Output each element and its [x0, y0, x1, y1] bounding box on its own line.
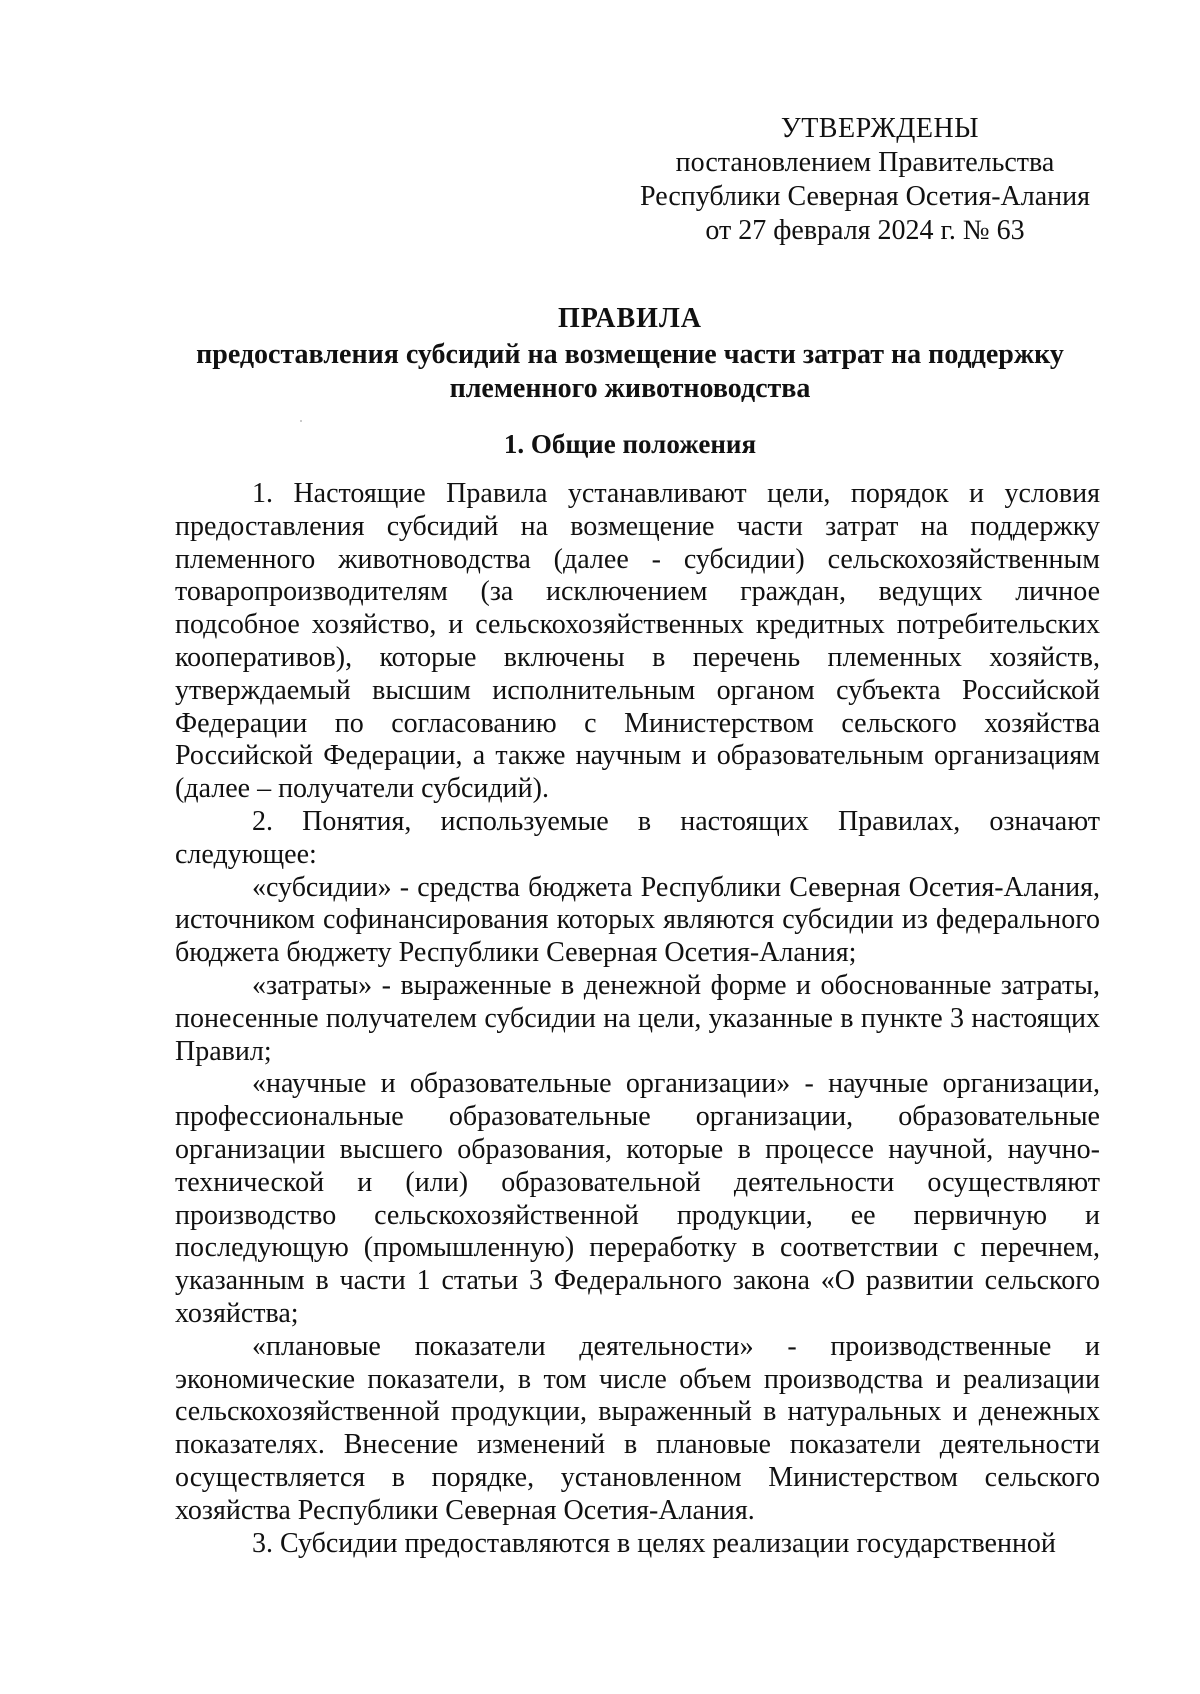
document-title: ПРАВИЛА: [557, 303, 703, 334]
document-title-block: [160, 302, 1100, 406]
paragraph-clause-1: 1. Настоящие Правила устанавливают цели, порядок и условия предоставления субсидий на возмещение части затрат на поддержку племенного животноводства (далее - субсидии) сельскохозяйственным товаропроизводителям (за исключением граждан, ведущих личное подсобное хозяйство, и сельскохозяйственных кредитных потребительских кооперативов), которые включены в перечень племенных хозяйств, утверждаемый высшим исполнительным органом субъекта Российской Федерации по согласованию с Министерством сельского хозяйства Российской Федерации, а также научным и образовательным организациям (далее – получатели субсидий).: [175, 478, 1100, 805]
paragraph-clause-2: 2. Понятия, используемые в настоящих Правилах, означают следующее:: [175, 805, 1100, 870]
approval-line-republic: Республики Северная Осетия-Алания: [640, 181, 1090, 212]
paragraph-clause-3: 3. Субсидии предоставляются в целях реализации государственной: [252, 1527, 1056, 1559]
document-subtitle: предоставления субсидий на возмещение части затрат на поддержку племенного животноводства: [196, 339, 1064, 404]
document-body: [175, 478, 1100, 1560]
approval-stamp-block: [620, 112, 1110, 248]
approval-line-date-number: от 27 февраля 2024 г. № 63: [705, 215, 1025, 246]
section-heading: 1. Общие положения: [503, 429, 757, 459]
paragraph-definition-organizations: «научные и образовательные организации» - научные организации, профессиональные образовательные организации, образовательные организации высшего образования, которые в процессе научной, научно-технической и (или) образовательной деятельности осуществляют производство сельскохозяйственной продукции, ее первичную и последующую (промышленную) переработку в соответствии с перечнем, указанным в части 1 статьи 3 Федерального закона «О развитии сельского хозяйства;: [175, 1068, 1100, 1329]
approval-line-resolution: постановлением Правительства: [675, 147, 1055, 178]
paragraph-definition-subsidies: «субсидии» - средства бюджета Республики Северная Осетия-Алания, источником софинансирования которых являются субсидии из федерального бюджета бюджету Республики Северная Осетия-Алания;: [175, 871, 1100, 969]
scan-speck: [300, 420, 302, 422]
approved-label: УТВЕРЖДЕНЫ: [780, 113, 980, 144]
paragraph-definition-indicators: «плановые показатели деятельности» - производственные и экономические показатели, в том числе объем производства и реализации сельскохозяйственной продукции, выраженный в натуральных и денежных показателях. Внесение изменений в плановые показатели деятельности осуществляется в порядке, установленном Министерством сельского хозяйства Республики Северная Осетия-Алания.: [175, 1330, 1100, 1526]
paragraph-definition-costs: «затраты» - выраженные в денежной форме и обоснованные затраты, понесенные получателем субсидии на цели, указанные в пункте 3 настоящих Правил;: [175, 969, 1100, 1067]
